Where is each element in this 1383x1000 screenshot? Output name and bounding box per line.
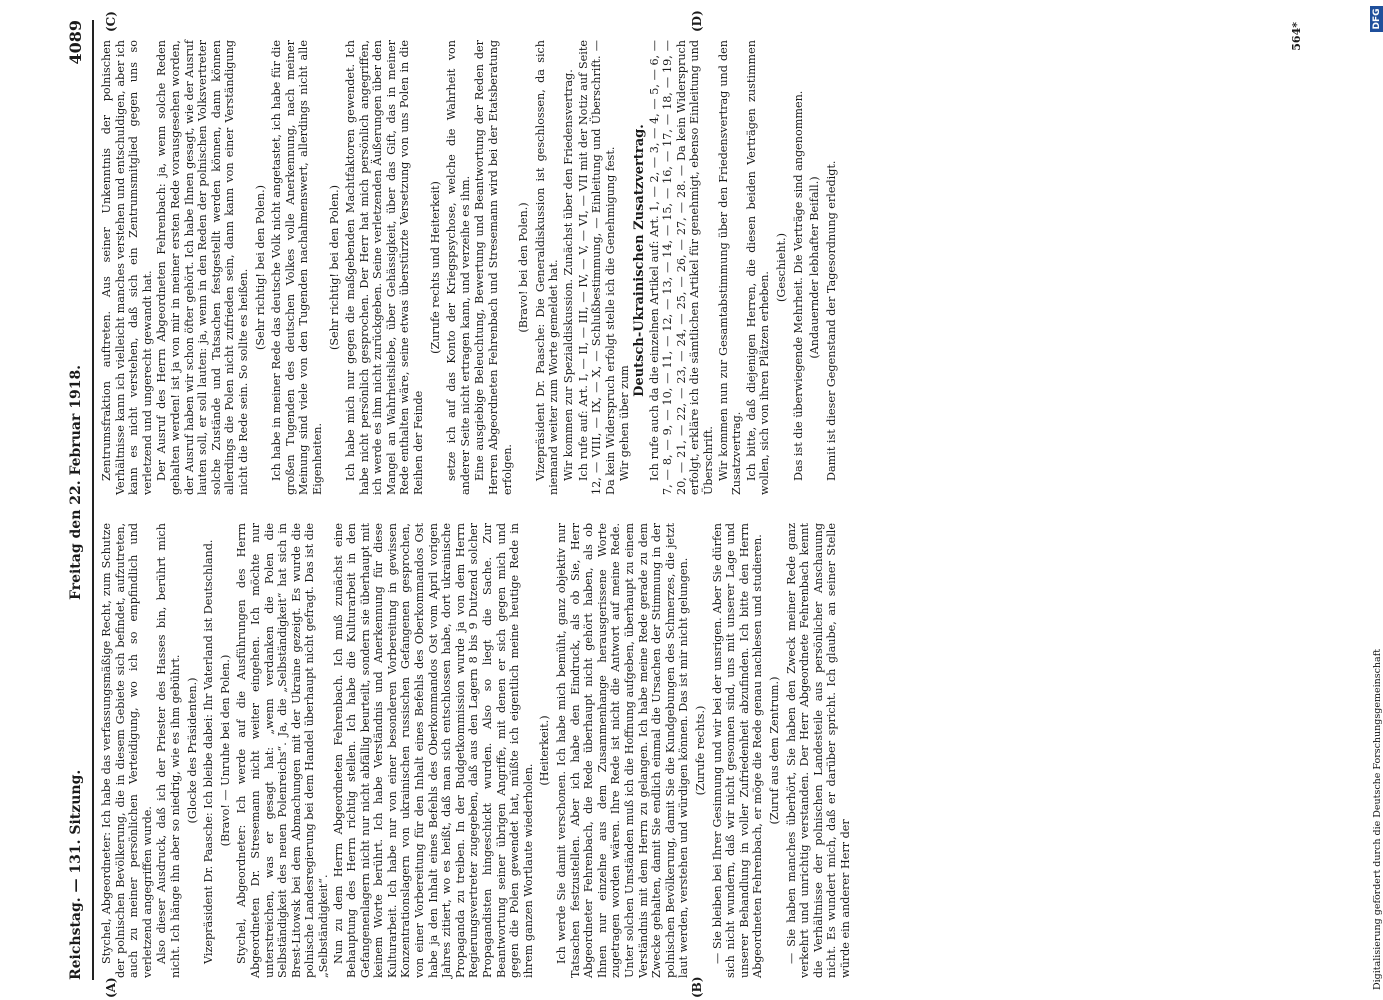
stage-direction: (Bravo! — Unruhe bei den Polen.) (218, 654, 232, 847)
paragraph: setze ich auf das Konto der Kriegspsychose, welche die Wahrheit von anderer Seite nicht ertragen kann, und verzeihe es ihm. (445, 40, 472, 495)
section-heading: Deutsch-Ukrainischen Zusatzvertrag. (631, 124, 647, 397)
dfg-logo: DFG (1370, 6, 1383, 32)
paragraph: Stychel, Abgeordneter: Ich werde auf die Ausführungen des Herrn Abgeordneten Dr. Stresemann nicht weiter eingehen. Ich möchte nur unterstreichen, was er gesagt hat: „wenn verdanken die Polen die Selbständigkeit des neuen Polenreichs“. Ja, die „Selbständigkeit“ hat sich in Brest-Litowsk bei dem Abmachungen mit der Ukraine gezeigt. Es wurde die polnische Landesregierung bei dem Handel überhaupt nicht gefragt. Das ist die „Selbständigkeit“. (235, 522, 330, 978)
paragraph: Zentrumsfraktion auftreten. Aus seiner Unkenntnis der polnischen Verhältnisse kann ich vielleicht manches verstehen und entschuldigen, aber ich kann es nicht verstehen, daß sich ein Zentrumsmitglied gegen uns so verletzend und ungerecht gewandt hat. (100, 40, 154, 495)
stage-direction: (Sehr richtig! bei den Polen.) (253, 184, 267, 351)
stage-direction: (Geschieht.) (774, 233, 788, 302)
stage-direction: (Bravo! bei den Polen.) (517, 202, 531, 333)
paragraph: — Sie bleiben bei Ihrer Gesinnung und wir bei der unsrigen. Aber Sie dürfen sich nicht wundern, daß wir nicht gesonnen sind, uns mit unserer Lage und unserer Behandlung in voller Zufriedenheit abzufinden. Ich bitte den Herrn Abgeordneten Fehrenbach, er möge die Rede genau nachlesen und studieren. (710, 523, 765, 978)
right-column (100, 40, 839, 495)
stage-direction: (Glocke des Präsidenten.) (185, 677, 199, 824)
paragraph: Ich rufe auch da die einzelnen Artikel auf: Art. 1, — 2, — 3, — 4, — 5, — 6, — 7, — 8, — 9, — 10, — 11, — 12, — 13, — 14, — 15, — 16, — 17, — 18, — 19, — 20, — 21, — 22, — 23, — 24, — 25, — 26, — 27, — 28. — Da kein Widerspruch erfolgt, erkläre ich die sämtlichen Artikel für genehmigt, ebenso Einleitung und Überschrift. (647, 40, 715, 495)
stage-direction: (Sehr richtig! bei den Polen.) (327, 184, 341, 351)
paragraph: Ich habe in meiner Rede das deutsche Volk nicht angetastet, ich habe für die großen Tugenden des deutschen Volkes volle Anerkennung, nach meiner Meinung sind viele von den Tugenden nachahmenswert, allerdings nicht alle Eigenheiten. (270, 40, 324, 495)
paragraph: Vizepräsident Dr. Paasche: Ich bleibe dabei: Ihr Vaterland ist Deutschland. (202, 539, 216, 964)
paragraph: Stychel, Abgeordneter: Ich habe das verfassungsmäßige Recht, zum Schutze der polnischen Bevölkerung, die in diesem Gebiete sich befindet, aufzutreten, auch zu meiner persönlichen Verteidigung, wo ich so empfindlich und verletzend angegriffen wurde. (100, 523, 154, 978)
paragraph: Ich habe mich nur gegen die maßgebenden Machtfaktoren gewendet. Ich habe nicht persönlich gesprochen. Der Herr hat mich persönlich angegriffen, ich werde es ihm nicht zurückgeben. Seine verletzenden Äußerungen über den Mangel an Wahrheitsliebe, über Gehässigkeit, über das Gift, das in meiner Rede enthalten wäre, seine etwas überstürzte Versetzung von uns Polen in die Reihen der Feinde (344, 40, 426, 495)
stage-direction: (Andauernder lebhafter Beifall.) (808, 176, 822, 359)
stage-direction: (Zuruf aus dem Zentrum.) (767, 676, 781, 825)
paragraph: Das ist die überwiegende Mehrheit. Die Verträge sind angenommen. (791, 90, 805, 481)
paragraph: Wir gehen über zum (618, 365, 632, 481)
footer-signature: 564* (1290, 22, 1303, 51)
stage-direction: (Heiterkeit.) (538, 715, 552, 786)
paragraph: Vizepräsident Dr. Paasche: Die Generaldiskussion ist geschlossen, da sich niemand weiter zum Worte gemeldet hat. (533, 40, 561, 495)
header-rule (92, 20, 94, 980)
paragraph: Wir kommen nun zur Gesamtabstimmung über den Friedensvertrag und den Zusatzvertrag. (716, 40, 744, 495)
paragraph: Ich bitte, daß diejenigen Herren, die diesen beiden Verträgen zustimmen wollen, sich von ihren Plätzen erheben. (744, 40, 772, 495)
marker-b: (B) (690, 976, 704, 998)
paragraph: Nun zu dem Herrn Abgeordneten Fehrenbach. Ich muß zunächst eine Behauptung des Herrn richtig stellen. Ich habe die Kulturarbeit in den Gefangenenlagern nicht nur nicht abfällig beurteilt, sondern sie überhaupt mit keinem Worte berührt. Ich habe Verständnis und Anerkennung für diese Kulturarbeit. Ich habe nur von einer besonderen Vorbereitung in gewissen Konzentrationslagern von ukrainischen russischen Gefangenen gesprochen, von einer Vorbereitung für den Inhalt eines Befehls des Oberkommandos Ost habe ja den Inhalt eines Befehls des Oberkommandos Ost vom April vorigen Jahres zitiert, wo es heißt, daß man sich entschlossen habe, dort ukrainische Propaganda zu treiben. In der Budgetkommission wurde ja von dem Herrn Regierungsvertreter zugegeben, daß aus den Lagern 8 bis 9 Dutzend solcher Propagandisten hingeschickt wurden. Also so liegt die Sache. Zur Beantwortung seiner übrigen Angriffe, mit denen er sich gegen mich und gegen die Polen gewendet hat, müßte ich eigentlich meine heutige Rede in ihrem ganzen Wortlaute wiederholen. (331, 523, 535, 978)
paragraph: Ich rufe auf: Art. I, — II, — III, — IV, — V, — VI, — VII mit der Notiz auf Seite 12, — VIII, — IX, — X, — Schlußbestimmung, — Einleitung und Überschrift. — Da kein Widerspruch erfolgt stelle ich die Genehmigung fest. (576, 40, 617, 495)
left-column (100, 523, 853, 978)
page-number: 4089 (66, 20, 85, 65)
paragraph: — Sie haben manches überhört, Sie haben den Zweck meiner Rede ganz verkehrt und unrichtig verstanden. Der Herr Abgeordnete Fehrenbach kennt die Verhältnisse der polnischen Landesteile aus persönlicher Anschauung nicht. Es wundert mich, daß er darüber spricht. Ich glaube, an seiner Stelle würde ein anderer Herr der (784, 523, 852, 978)
marker-d: (D) (690, 10, 704, 32)
paragraph: Der Ausruf des Herrn Abgeordneten Fehrenbach: ja, wenn solche Reden gehalten werden! ist ja von mir in meiner ersten Rede vorausgesehen worden, der Ausruf haben wir schon öfter gehört. Ich habe Ihnen gesagt, wie der Ausruf lauten soll, er soll lauten: ja, wenn in den Reden der polnischen Volksvertreter solche Zustände und Tatsachen festgestellt werden können, dann können allerdings die Polen nicht zufrieden sein, dann kann von einer Verständigung nicht die Rede sein. So sollte es heißen. (155, 40, 250, 495)
paragraph: Wir kommen zur Spezialdiskussion. Zunächst über den Friedensvertrag. (562, 69, 575, 481)
header-center: Freitag den 22. Februar 1918. (68, 364, 84, 600)
digitization-credit: Digitalisierung gefördert durch die Deutsche Forschungsgemeinschaft (1372, 648, 1383, 990)
stage-direction: (Zurufe rechts.) (693, 705, 707, 796)
paragraph: Eine ausgiebige Beleuchtung, Bewertung und Beantwortung der Reden der Herren Abgeordneten Fehrenbach und Stresemann wird bei der Etatsberatung erfolgen. (473, 40, 514, 495)
page-header (62, 20, 92, 980)
paragraph: Ich werde Sie damit verschonen. Ich habe mich bemüht, ganz objektiv nur Tatsachen festzustellen. Aber ich habe den Eindruck, als ob Sie, Herr Abgeordneter Fehrenbach, die Rede überhaupt nicht gehört haben, als ob Ihnen nur einzelne aus dem Zusammenhange herausgerissene Worte zugetragen worden wären. Ihre Rede ist nicht die Antwort auf meine Rede. Unter solchen Umständen muß ich die Hoffnung aufgeben, überhaupt zu einem Verständnis mit dem Herrn zu gelangen. Ich habe meine Rede gerade zu dem Zwecke gehalten, damit Sie endlich einmal die Ursachen der Stimmung in der polnischen Bevölkerung, damit Sie die Kundgebungen des Schmerzes, die jetzt laut werden, verstehen und würdigen können. Das ist mir nicht gelungen. (555, 523, 691, 978)
marker-a: (A) (104, 977, 118, 998)
stage-direction: (Zurufe rechts und Heiterkeit) (428, 181, 442, 354)
header-left: Reichstag. — 131. Sitzung. (68, 769, 84, 980)
marker-c: (C) (104, 11, 118, 32)
paragraph: Also dieser Ausdruck, daß ich der Priester des Hasses bin, berührt mich nicht. Ich hänge ihn aber so niedrig, wie es ihm gebührt. (155, 523, 182, 978)
paragraph: Damit ist dieser Gegenstand der Tagesordnung erledigt. (824, 160, 838, 481)
